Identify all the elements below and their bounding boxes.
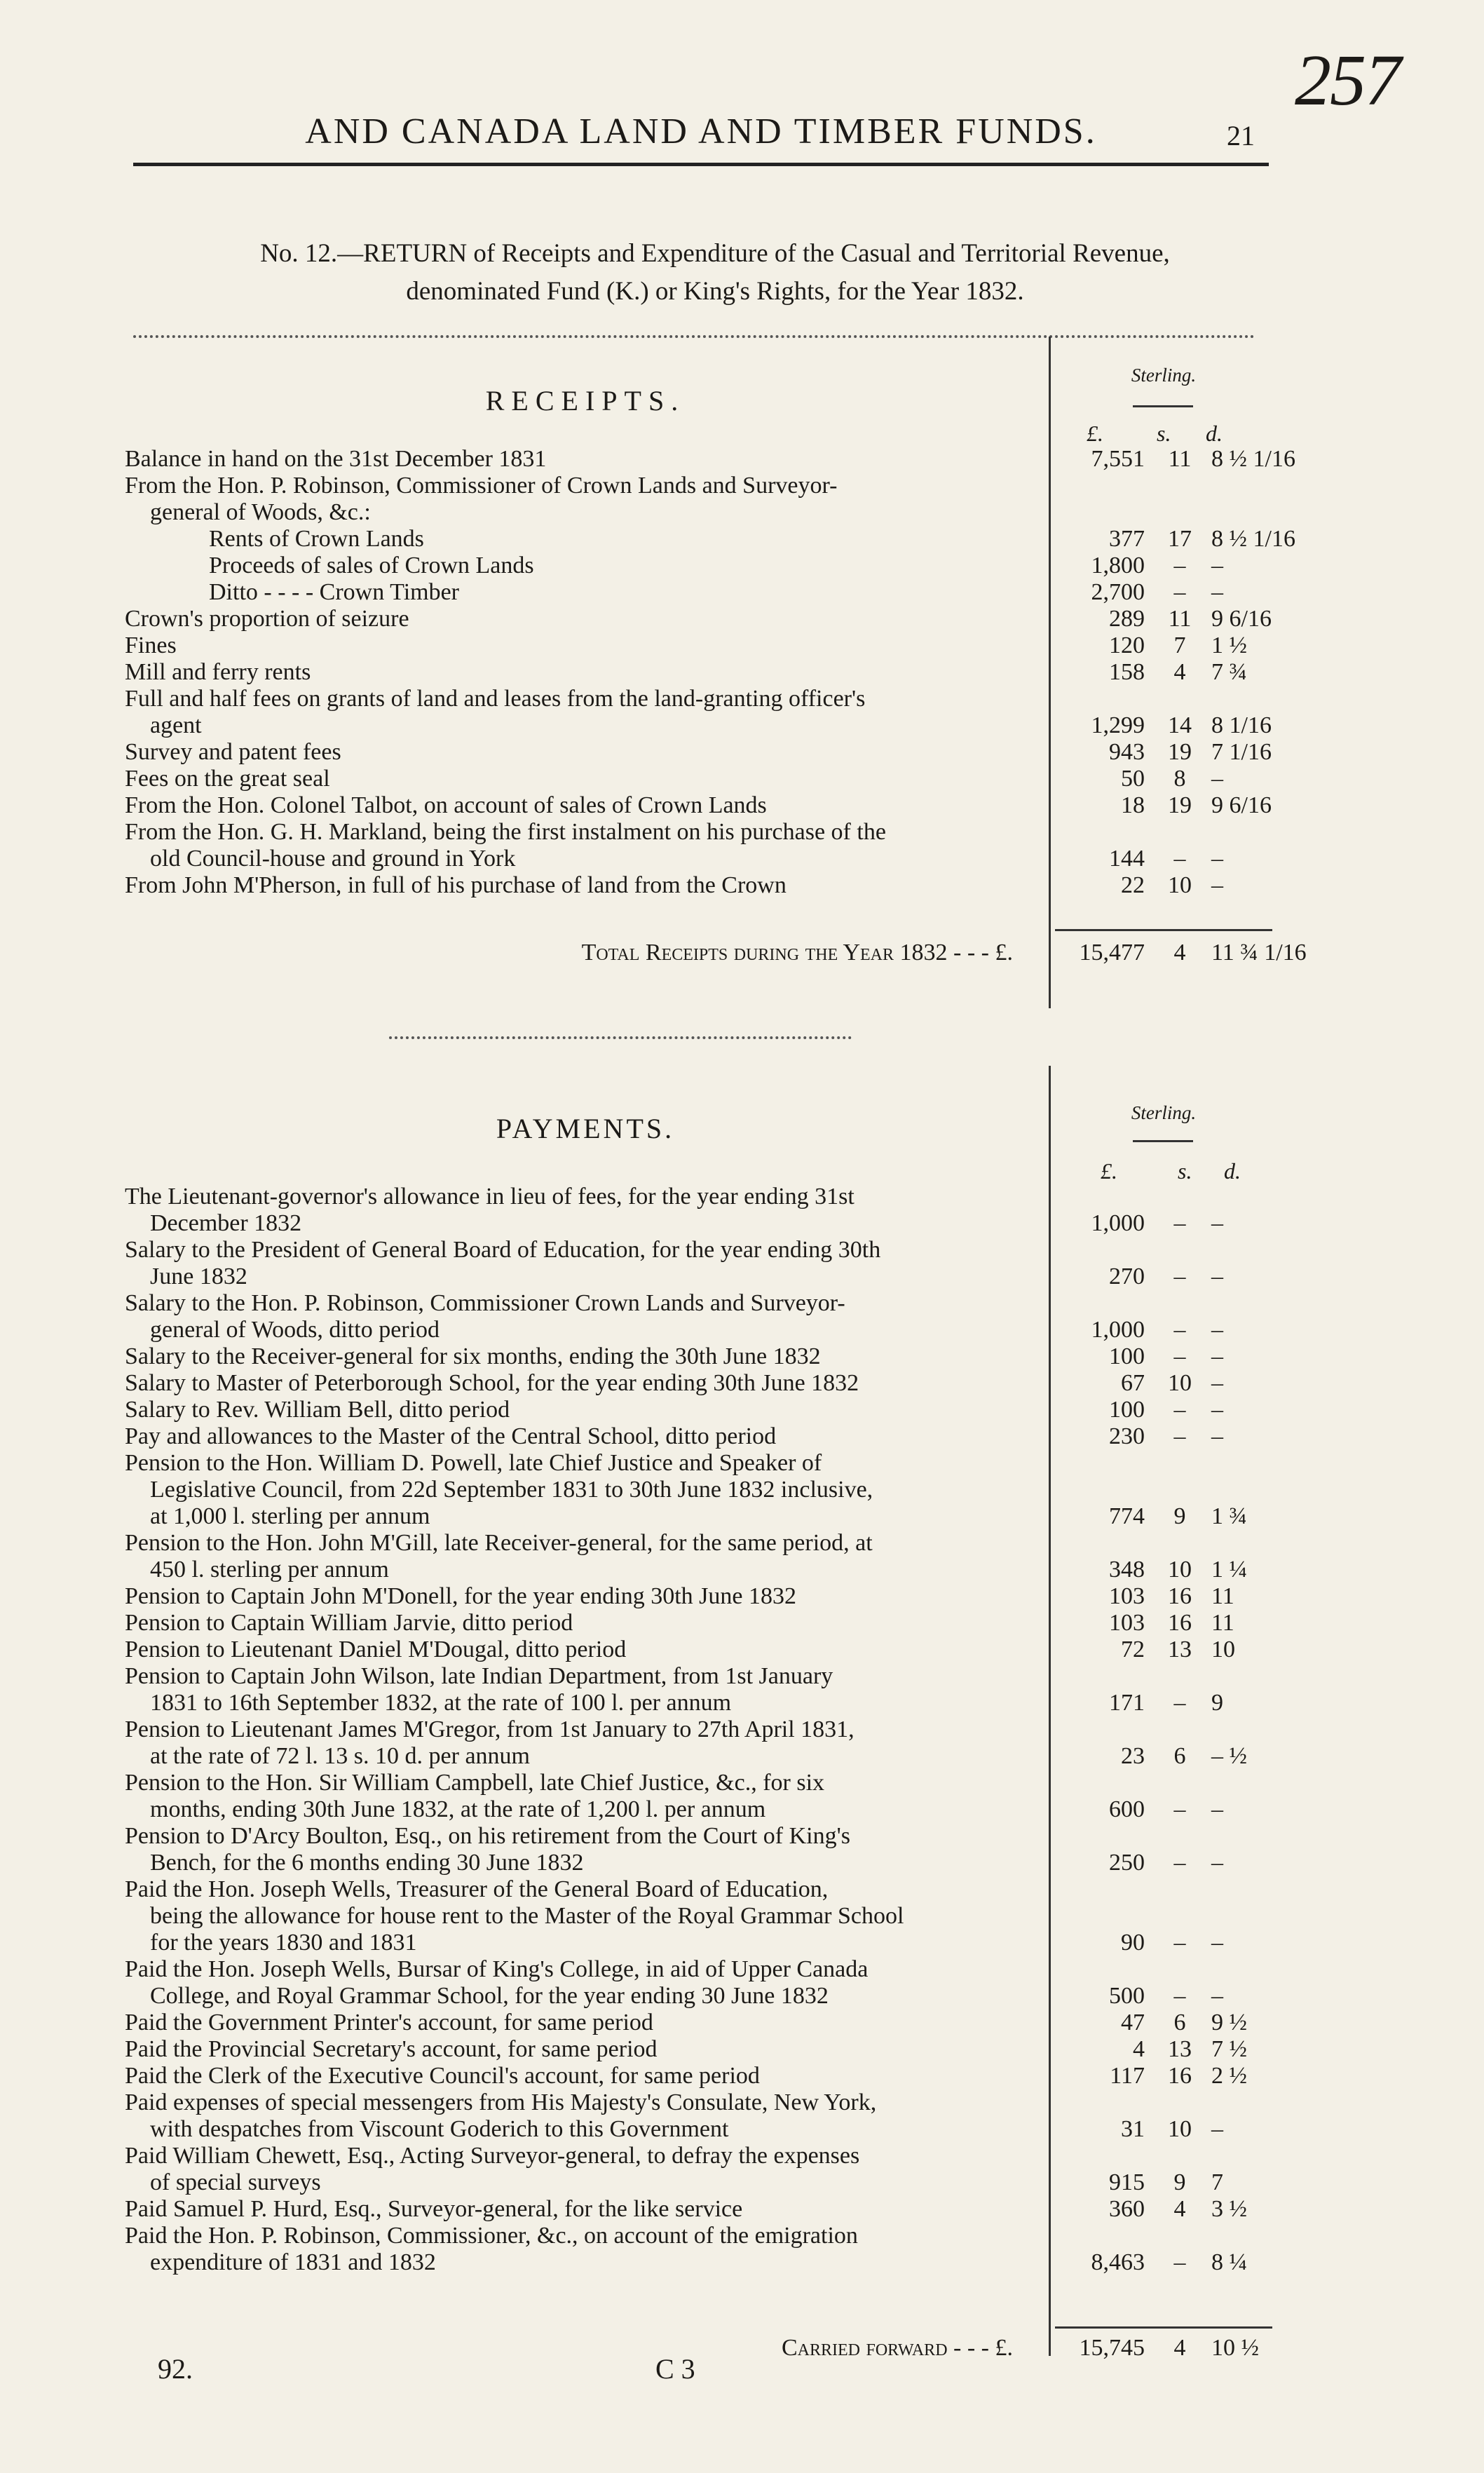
entry-description: Pension to Captain John Wilson, late Indian Department, from 1st January (125, 1663, 833, 1689)
entry-pounds: 1,000 (1091, 1210, 1145, 1236)
entry-pence: 7 (1211, 2169, 1223, 2195)
entry-pounds: 158 (1109, 659, 1145, 685)
entry-description: Pension to the Hon. John M'Gill, late Receiver-general, for the same period, at (125, 1530, 873, 1556)
ledger-entry (125, 1876, 1033, 1903)
entry-description: Full and half fees on grants of land and leases from the land-granting officer's (125, 686, 866, 712)
entry-description: Salary to Master of Peterborough School, for the year ending 30th June 1832 (125, 1370, 859, 1396)
ledger-entry (125, 1397, 1223, 1423)
entry-pence: 10 (1211, 1637, 1235, 1662)
entry-shillings: 16 (1168, 1583, 1192, 1609)
entry-pounds: 348 (1109, 1557, 1145, 1583)
ledger-entry (125, 2169, 1223, 2196)
ledger-entry (125, 1663, 1033, 1690)
ledger-entry (125, 2063, 1247, 2089)
entry-pence: 11 (1211, 1583, 1234, 1609)
entry-shillings: – (1173, 1983, 1186, 2009)
entry-shillings: – (1173, 1796, 1186, 1822)
caption-line-2: denominated Fund (K.) or King's Rights, for the Year 1832. (406, 277, 1024, 306)
entry-description: Paid the Hon. Joseph Wells, Bursar of King's College, in aid of Upper Canada (125, 1956, 869, 1982)
entry-pounds: 1,800 (1091, 553, 1145, 578)
entry-pence: – ½ (1211, 1743, 1247, 1769)
entry-description: Salary to Rev. William Bell, ditto period (125, 1397, 510, 1423)
ledger-entry (125, 659, 1247, 686)
entry-pence: 9 6/16 (1211, 792, 1272, 818)
ledger-entry (125, 1637, 1235, 1663)
entry-pence: – (1211, 1423, 1223, 1449)
ledger-entry (125, 1343, 1223, 1370)
entry-shillings: 11 (1168, 446, 1192, 472)
ledger-entry (125, 846, 1223, 872)
payments-column-rule (1049, 1066, 1051, 2356)
entry-pounds: 120 (1109, 632, 1145, 658)
entry-pounds: 270 (1109, 1263, 1145, 1289)
payments-currency-underline (1133, 1140, 1193, 1142)
entry-pence: 8 ¼ (1211, 2249, 1247, 2275)
entry-shillings: 10 (1168, 872, 1192, 898)
entry-pounds: 22 (1121, 872, 1145, 898)
entry-pence: 1 ¼ (1211, 1557, 1247, 1583)
entry-description: Paid the Clerk of the Executive Council's account, for same period (125, 2063, 760, 2089)
ledger-entry (125, 712, 1272, 739)
entry-description: Crown's proportion of seizure (125, 606, 409, 632)
entry-pence: 8 ½ 1/16 (1211, 526, 1295, 552)
entry-pence: 7 ¾ (1211, 659, 1247, 685)
receipts-total-shillings: 4 (1173, 940, 1186, 966)
entry-shillings: 6 (1173, 2010, 1186, 2035)
entry-pounds: 377 (1109, 526, 1145, 552)
entry-description: Paid the Provincial Secretary's account, for same period (125, 2036, 658, 2062)
entry-pence: 2 ½ (1211, 2063, 1247, 2089)
entry-pence: – (1211, 1397, 1223, 1423)
entry-shillings: 9 (1173, 1503, 1186, 1529)
ledger-entry (125, 1930, 1223, 1956)
receipts-total-pence: 11 ¾ 1/16 (1211, 940, 1307, 966)
entry-pounds: 18 (1121, 792, 1145, 818)
ledger-entry (125, 2010, 1247, 2036)
entry-shillings: 10 (1168, 2116, 1192, 2142)
running-head (133, 111, 1269, 152)
ledger-entry (125, 2223, 1033, 2249)
entry-shillings: 4 (1173, 2196, 1186, 2222)
ledger-entry (125, 526, 1295, 553)
entry-pounds: 500 (1109, 1983, 1145, 2009)
entry-pence: 9 (1211, 1690, 1223, 1716)
entry-description: general of Woods, &c.: (150, 499, 371, 525)
ledger-entry (125, 1850, 1223, 1876)
ledger-entry (125, 819, 1033, 846)
entry-pounds: 289 (1109, 606, 1145, 632)
entry-description: being the allowance for house rent to the Master of the Royal Grammar School (150, 1903, 904, 1929)
entry-shillings: 17 (1168, 526, 1192, 552)
entry-description: Balance in hand on the 31st December 1831 (125, 446, 547, 472)
entry-pounds: 103 (1109, 1610, 1145, 1636)
entry-pounds: 67 (1121, 1370, 1145, 1396)
entry-pounds: 72 (1121, 1637, 1145, 1662)
ledger-entry (125, 1477, 1033, 1503)
entry-pence: – (1211, 1370, 1223, 1396)
entry-pence: – (1211, 1796, 1223, 1822)
entry-pounds: 943 (1109, 739, 1145, 765)
entry-pounds: 7,551 (1091, 446, 1145, 472)
entry-pounds: 1,299 (1091, 712, 1145, 738)
shillings-heading: s. (1178, 1158, 1192, 1184)
entry-description: Salary to the President of General Board of Education, for the year ending 30th (125, 1237, 881, 1263)
entry-description: of special surveys (150, 2169, 321, 2195)
entry-pounds: 230 (1109, 1423, 1145, 1449)
entry-pence: – (1211, 1263, 1223, 1289)
entry-pence: – (1211, 2116, 1223, 2142)
carried-shillings: 4 (1173, 2335, 1186, 2361)
entry-pence: – (1211, 1343, 1223, 1369)
entry-description: The Lieutenant-governor's allowance in lieu of fees, for the year ending 31st (125, 1184, 855, 1210)
pence-heading: d. (1224, 1158, 1241, 1184)
entry-pence: 9 6/16 (1211, 606, 1272, 632)
receipts-title: RECEIPTS. (485, 385, 686, 416)
entry-shillings: 16 (1168, 1610, 1192, 1636)
entry-description: Ditto - - - - Crown Timber (209, 579, 459, 605)
receipts-column-rule (1049, 337, 1051, 1008)
payments-title: PAYMENTS. (496, 1113, 675, 1144)
entry-pounds: 600 (1109, 1796, 1145, 1822)
ledger-entry (125, 1237, 1033, 1263)
ledger-entry (125, 1610, 1234, 1637)
ledger-entry (125, 1184, 1033, 1210)
entry-shillings: 11 (1168, 606, 1192, 632)
caption-divider (133, 335, 1255, 338)
entry-shillings: – (1173, 1210, 1186, 1236)
entry-description: From John M'Pherson, in full of his purchase of land from the Crown (125, 872, 787, 898)
entry-description: Salary to the Receiver-general for six months, ending the 30th June 1832 (125, 1343, 821, 1369)
entry-pounds: 23 (1121, 1743, 1145, 1769)
entry-description: Paid William Chewett, Esq., Acting Surveyor-general, to defray the expenses (125, 2143, 860, 2169)
entry-description: Paid the Hon. P. Robinson, Commissioner, &c., on account of the emigration (125, 2223, 858, 2249)
entry-description: months, ending 30th June 1832, at the rate of 1,200 l. per annum (150, 1796, 766, 1822)
caption-line-1: No. 12.—RETURN of Receipts and Expenditure of the Casual and Territorial Revenue, (260, 239, 1170, 268)
entry-shillings: 13 (1168, 2036, 1192, 2062)
entry-description: Bench, for the 6 months ending 30 June 1832 (150, 1850, 584, 1876)
receipts-currency-underline (1133, 405, 1193, 407)
entry-description: old Council-house and ground in York (150, 846, 516, 872)
entry-pence: – (1211, 1930, 1223, 1956)
entry-shillings: 10 (1168, 1557, 1192, 1583)
entry-description: Pension to Lieutenant Daniel M'Dougal, ditto period (125, 1637, 627, 1662)
entry-shillings: – (1173, 1423, 1186, 1449)
entry-shillings: – (1173, 2249, 1186, 2275)
return-caption (168, 235, 1262, 311)
entry-description: agent (150, 712, 202, 738)
entry-pence: 7 ½ (1211, 2036, 1247, 2062)
payments-carried-rule (1055, 2326, 1272, 2329)
page-number: 21 (1227, 120, 1255, 151)
entry-description: Paid the Hon. Joseph Wells, Treasurer of the General Board of Education, (125, 1876, 829, 1902)
entry-description: Paid expenses of special messengers from His Majesty's Consulate, New York, (125, 2089, 877, 2115)
ledger-entry (125, 2036, 1247, 2063)
ledger-entry (125, 2249, 1247, 2276)
ledger-entry (125, 579, 1223, 606)
entry-pounds: 8,463 (1091, 2249, 1145, 2275)
entry-description: Fees on the great seal (125, 766, 330, 792)
entry-description: From the Hon. Colonel Talbot, on account of sales of Crown Lands (125, 792, 767, 818)
entry-description: Pension to the Hon. William D. Powell, late Chief Justice and Speaker of (125, 1450, 822, 1476)
entry-description: at 1,000 l. sterling per annum (150, 1503, 430, 1529)
ledger-entry (125, 792, 1272, 819)
entry-description: Legislative Council, from 22d September 1831 to 30th June 1832 inclusive, (150, 1477, 873, 1503)
ledger-entry (125, 1530, 1033, 1557)
entry-description: at the rate of 72 l. 13 s. 10 d. per annum (150, 1743, 530, 1769)
ledger-entry (125, 1583, 1234, 1610)
entry-shillings: – (1173, 579, 1186, 605)
ledger-entry (125, 739, 1272, 766)
pounds-heading: £. (1101, 1158, 1117, 1184)
ledger-entry (125, 1263, 1223, 1290)
entry-pounds: 31 (1121, 2116, 1145, 2142)
entry-description: June 1832 (150, 1263, 247, 1289)
ledger-entry (125, 1743, 1247, 1770)
entry-pounds: 250 (1109, 1850, 1145, 1876)
entry-shillings: – (1173, 1850, 1186, 1876)
handwritten-folio-number: 257 (1295, 40, 1400, 121)
entry-description: Paid the Government Printer's account, for same period (125, 2010, 653, 2035)
receipts-currency-label: Sterling. (1131, 365, 1197, 386)
entry-pence: 7 1/16 (1211, 739, 1272, 765)
entry-shillings: – (1173, 1690, 1186, 1716)
ledger-entry (125, 553, 1223, 579)
entry-pence: – (1211, 553, 1223, 578)
entry-shillings: – (1173, 1397, 1186, 1423)
ledger-entry (125, 1317, 1223, 1343)
entry-description: Paid Samuel P. Hurd, Esq., Surveyor-general, for the like service (125, 2196, 743, 2222)
entry-pence: – (1211, 1317, 1223, 1343)
entry-description: Pension to Lieutenant James M'Gregor, from 1st January to 27th April 1831, (125, 1716, 855, 1742)
entry-description: for the years 1830 and 1831 (150, 1930, 417, 1956)
receipts-total-pounds: 15,477 (1079, 940, 1145, 966)
section-divider (389, 1036, 852, 1039)
ledger-entry (125, 1370, 1223, 1397)
entry-description: Salary to the Hon. P. Robinson, Commissioner Crown Lands and Surveyor- (125, 1290, 845, 1316)
entry-pounds: 47 (1121, 2010, 1145, 2035)
entry-pence: – (1211, 579, 1223, 605)
receipts-total-label: Total Receipts during the Year 1832 - - - £. (581, 940, 1013, 966)
entry-pounds: 144 (1109, 846, 1145, 872)
ledger-entry (125, 1796, 1223, 1823)
ledger-entry (125, 1770, 1033, 1796)
entry-shillings: 16 (1168, 2063, 1192, 2089)
ledger-entry (125, 446, 1295, 473)
ledger-entry (125, 1503, 1247, 1530)
entry-pence: – (1211, 1210, 1223, 1236)
ledger-entry (125, 1716, 1033, 1743)
entry-description: expenditure of 1831 and 1832 (150, 2249, 436, 2275)
entry-pence: 1 ½ (1211, 632, 1247, 658)
entry-shillings: – (1173, 553, 1186, 578)
carried-pounds: 15,745 (1079, 2335, 1145, 2361)
ledger-entry (125, 1210, 1223, 1237)
entry-pounds: 915 (1109, 2169, 1145, 2195)
ledger-entry (125, 686, 1033, 712)
ledger-entry (125, 872, 1223, 899)
pounds-heading: £. (1087, 421, 1103, 446)
carried-pence: 10 ½ (1211, 2335, 1259, 2361)
entry-pounds: 4 (1133, 2036, 1145, 2062)
entry-pence: 3 ½ (1211, 2196, 1247, 2222)
pence-heading: d. (1206, 421, 1223, 446)
ledger-entry (125, 473, 1033, 499)
entry-shillings: – (1173, 1343, 1186, 1369)
entry-pence: 1 ¾ (1211, 1503, 1247, 1529)
entry-pence: – (1211, 872, 1223, 898)
ledger-entry (125, 2143, 1033, 2169)
entry-shillings: 10 (1168, 1370, 1192, 1396)
entry-pounds: 774 (1109, 1503, 1145, 1529)
entry-description: College, and Royal Grammar School, for the year ending 30 June 1832 (150, 1983, 829, 2009)
ledger-entry (125, 2116, 1223, 2143)
entry-description: Pension to the Hon. Sir William Campbell, late Chief Justice, &c., for six (125, 1770, 825, 1796)
entry-pence: 9 ½ (1211, 2010, 1247, 2035)
receipts-total-rule (1055, 929, 1272, 931)
entry-pounds: 360 (1109, 2196, 1145, 2222)
entry-shillings: 7 (1173, 632, 1186, 658)
carried-forward-label: Carried forward - - - £. (781, 2335, 1013, 2361)
entry-pounds: 100 (1109, 1343, 1145, 1369)
entry-description: Pension to D'Arcy Boulton, Esq., on his retirement from the Court of King's (125, 1823, 850, 1849)
ledger-entry (125, 1823, 1033, 1850)
ledger-entry (125, 1557, 1247, 1583)
ledger-entry (125, 499, 1033, 526)
entry-shillings: – (1173, 1317, 1186, 1343)
entry-pounds: 2,700 (1091, 579, 1145, 605)
entry-shillings: – (1173, 846, 1186, 872)
entry-shillings: 19 (1168, 739, 1192, 765)
entry-description: 450 l. sterling per annum (150, 1557, 389, 1583)
ledger-entry (125, 2089, 1033, 2116)
signature-mark: 92. (158, 2353, 193, 2385)
entry-description: December 1832 (150, 1210, 302, 1236)
entry-description: Rents of Crown Lands (209, 526, 424, 552)
entry-description: Mill and ferry rents (125, 659, 311, 685)
entry-pence: – (1211, 766, 1223, 792)
ledger-entry (125, 1690, 1223, 1716)
entry-pounds: 103 (1109, 1583, 1145, 1609)
entry-pence: – (1211, 1850, 1223, 1876)
entry-pence: 11 (1211, 1610, 1234, 1636)
entry-shillings: 4 (1173, 659, 1186, 685)
running-title: AND CANADA LAND AND TIMBER FUNDS. (305, 111, 1097, 151)
entry-pounds: 50 (1121, 766, 1145, 792)
shillings-heading: s. (1157, 421, 1171, 446)
ledger-entry (125, 606, 1272, 632)
ledger-entry (125, 1423, 1223, 1450)
entry-shillings: 14 (1168, 712, 1192, 738)
entry-shillings: 13 (1168, 1637, 1192, 1662)
payments-currency-label: Sterling. (1131, 1102, 1197, 1123)
entry-description: with despatches from Viscount Goderich to this Government (150, 2116, 729, 2142)
header-rule (133, 163, 1269, 166)
entry-description: From the Hon. P. Robinson, Commissioner of Crown Lands and Surveyor- (125, 473, 838, 499)
entry-pounds: 1,000 (1091, 1317, 1145, 1343)
entry-shillings: – (1173, 1930, 1186, 1956)
entry-description: general of Woods, ditto period (150, 1317, 440, 1343)
entry-description: 1831 to 16th September 1832, at the rate of 100 l. per annum (150, 1690, 732, 1716)
entry-description: Pension to Captain William Jarvie, ditto period (125, 1610, 573, 1636)
entry-pounds: 117 (1110, 2063, 1145, 2089)
entry-shillings: 8 (1173, 766, 1186, 792)
entry-description: Proceeds of sales of Crown Lands (209, 553, 534, 578)
ledger-entry (125, 632, 1247, 659)
ledger-entry (125, 1983, 1223, 2010)
sheet-mark: C 3 (655, 2353, 695, 2385)
entry-description: Pay and allowances to the Master of the Central School, ditto period (125, 1423, 777, 1449)
ledger-entry (125, 1903, 1033, 1930)
entry-pounds: 100 (1109, 1397, 1145, 1423)
entry-shillings: 6 (1173, 1743, 1186, 1769)
entry-shillings: 9 (1173, 2169, 1186, 2195)
entry-description: Survey and patent fees (125, 739, 341, 765)
entry-pence: – (1211, 846, 1223, 872)
entry-description: Pension to Captain John M'Donell, for the year ending 30th June 1832 (125, 1583, 796, 1609)
ledger-entry (125, 1450, 1033, 1477)
entry-shillings: 19 (1168, 792, 1192, 818)
ledger-entry (125, 766, 1223, 792)
entry-pence: 8 ½ 1/16 (1211, 446, 1295, 472)
ledger-entry (125, 1290, 1033, 1317)
entry-pence: – (1211, 1983, 1223, 2009)
receipts-list (125, 446, 1295, 899)
entry-description: From the Hon. G. H. Markland, being the first instalment on his purchase of the (125, 819, 886, 845)
ledger-entry (125, 2196, 1247, 2223)
entry-description: Fines (125, 632, 177, 658)
entry-shillings: – (1173, 1263, 1186, 1289)
ledger-entry (125, 1956, 1033, 1983)
payments-list (125, 1184, 1247, 2276)
entry-pence: 8 1/16 (1211, 712, 1272, 738)
entry-pounds: 90 (1121, 1930, 1145, 1956)
entry-pounds: 171 (1109, 1690, 1145, 1716)
